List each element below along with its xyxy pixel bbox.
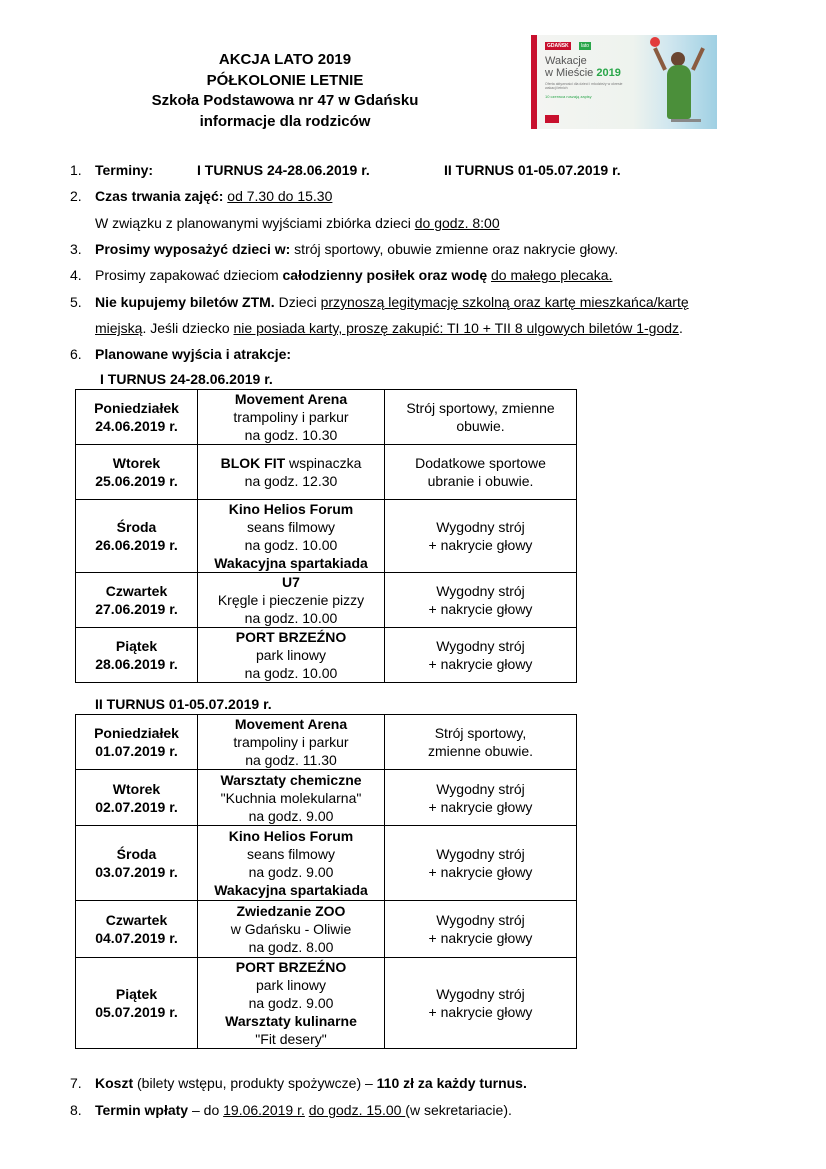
day-date: 02.07.2019 r.: [95, 798, 178, 815]
activity-desc: trampoliny i parkur: [233, 734, 349, 750]
gathering-note: W związku z planowanymi wyjściami zbiórka dzieci: [95, 215, 415, 231]
table-row: [76, 573, 577, 628]
note-line-1: Wygodny strój: [436, 846, 525, 862]
cost-text: (bilety wstępu, produkty spożywcze) –: [133, 1075, 377, 1091]
title-line-1: AKCJA LATO 2019: [218, 51, 352, 68]
activity-time: na godz. 10.30: [244, 427, 338, 443]
item-number: 4.: [70, 267, 82, 283]
activity-name: PORT BRZEŹNO: [235, 629, 347, 645]
activity-time: na godz. 11.30: [245, 752, 337, 768]
item-number: 5.: [70, 294, 82, 310]
table-row: [76, 445, 577, 500]
activity-time: na godz. 9.00: [248, 995, 334, 1011]
activity-name: PORT BRZEŹNO: [235, 959, 347, 975]
table-row: [76, 901, 577, 958]
note-line-2: + nakrycie głowy: [428, 601, 533, 617]
activity-cell: [198, 958, 385, 1049]
note-line-1: Wygodny strój: [436, 519, 525, 535]
note-line-1: Strój sportowy, zmienne: [406, 400, 555, 416]
activity-name: BLOK FIT: [220, 455, 286, 471]
table-row: [76, 958, 577, 1049]
day-name: Wtorek: [112, 455, 161, 471]
activity-cell: [198, 826, 385, 901]
activity-desc: park linowy: [255, 977, 327, 993]
activity-time: na godz. 9.00: [248, 807, 334, 824]
activity-name: Kino Helios Forum: [228, 501, 354, 517]
activity-desc: park linowy: [255, 647, 327, 663]
day-cell: [76, 958, 198, 1049]
terms-turn-1: I TURNUS 24-28.06.2019 r.: [197, 162, 370, 178]
day-date: 27.06.2019 r.: [95, 601, 178, 617]
poster-child-arm: [653, 47, 667, 70]
day-name: Czwartek: [105, 912, 168, 928]
day-cell: [76, 573, 198, 628]
meal-backpack: do małego plecaka.: [491, 267, 613, 283]
activity-name: Movement Arena: [234, 391, 348, 407]
day-name: Poniedziałek: [94, 400, 179, 416]
activity-desc: wspinaczka: [285, 455, 362, 471]
activity-cell: [198, 715, 385, 770]
note-line-2: + nakrycie głowy: [428, 656, 533, 672]
poster-highlight: 10 czerwca ruszają zapisy: [545, 94, 592, 99]
poster-child-figure: [667, 65, 691, 119]
note-cell: [385, 573, 577, 628]
day-date: 26.06.2019 r.: [95, 537, 178, 553]
item-number: 7.: [70, 1075, 82, 1091]
note-line-2: + nakrycie głowy: [428, 537, 533, 553]
activity-time: na godz. 10.00: [244, 665, 338, 681]
payment-label: Termin wpłaty: [95, 1102, 189, 1118]
note-line-1: Dodatkowe sportowe: [415, 455, 546, 471]
note-cell: [385, 901, 577, 958]
duration-value: od 7.30 do 15.30: [227, 188, 333, 204]
activity-extra: Wakacyjna spartakiada: [214, 882, 368, 898]
activity-desc: seans filmowy: [247, 519, 335, 535]
meal-text: Prosimy zapakować dzieciom: [95, 267, 283, 283]
day-date: 05.07.2019 r.: [95, 1004, 178, 1020]
note-line-2: + nakrycie głowy: [428, 798, 533, 815]
day-cell: [76, 445, 198, 500]
day-date: 24.06.2019 r.: [95, 418, 178, 434]
day-cell: [76, 901, 198, 958]
day-cell: [76, 628, 198, 683]
title-line-4: informacje dla rodziców: [199, 112, 371, 130]
cost-label: Koszt: [95, 1075, 134, 1091]
item-number: 1.: [70, 162, 82, 178]
table-row: [76, 715, 577, 770]
table-row: [76, 500, 577, 573]
poster-title-year: 2019: [596, 67, 621, 79]
activity-name: Warsztaty chemiczne: [220, 771, 362, 788]
poster-footer-text: [671, 119, 701, 122]
day-name: Środa: [116, 519, 157, 535]
activity-extra: Warsztaty kulinarne: [225, 1013, 357, 1029]
activity-cell: [198, 573, 385, 628]
note-cell: [385, 826, 577, 901]
ztm-city-card: miejską: [95, 320, 143, 336]
payment-time: do godz. 15.00: [308, 1102, 406, 1118]
ztm-text-2: . Jeśli dziecko: [142, 320, 234, 336]
ztm-period: .: [679, 320, 683, 336]
ztm-label: Nie kupujemy biletów ZTM.: [95, 294, 275, 310]
activity-desc: seans filmowy: [247, 846, 335, 862]
wakacje-poster-image: [531, 35, 717, 129]
item-number: 2.: [70, 188, 82, 204]
activity-desc: "Kuchnia molekularna": [220, 789, 362, 806]
table-row: [76, 390, 577, 445]
turn-2-heading: II TURNUS 01-05.07.2019 r.: [95, 696, 272, 712]
turn-2-schedule-table: [75, 714, 577, 1049]
day-date: 28.06.2019 r.: [95, 656, 178, 672]
note-line-1: Wygodny strój: [436, 780, 525, 797]
note-line-2: obuwie.: [456, 418, 505, 434]
activity-name: Kino Helios Forum: [228, 828, 354, 844]
poster-title-b: w Mieście: [545, 67, 594, 79]
day-name: Piątek: [115, 986, 158, 1002]
activity-cell: [198, 628, 385, 683]
note-cell: [385, 628, 577, 683]
title-line-2: PÓŁKOLONIE LETNIE: [206, 71, 364, 89]
activity-name: Movement Arena: [234, 716, 348, 732]
ztm-tickets: nie posiada karty, proszę zakupić: TI 10 + TII 8 ulgowych biletów 1-godz: [233, 320, 680, 336]
meal-bold: całodzienny posiłek oraz wodę: [282, 267, 488, 283]
poster-footer-logo: [545, 115, 559, 123]
note-line-2: + nakrycie głowy: [428, 930, 533, 946]
equipment-label: Prosimy wyposażyć dzieci w:: [95, 241, 291, 257]
activity-extra-desc: "Fit desery": [255, 1031, 327, 1047]
activity-cell: [198, 500, 385, 573]
poster-logo-secondary: lato: [581, 43, 590, 49]
activity-time: na godz. 10.00: [244, 537, 338, 553]
activity-desc: Kręgle i pieczenie pizzy: [217, 592, 365, 608]
note-cell: [385, 445, 577, 500]
terms-turn-2: II TURNUS 01-05.07.2019 r.: [444, 162, 621, 178]
activity-desc: trampoliny i parkur: [233, 409, 349, 425]
note-cell: [385, 390, 577, 445]
note-line-2: zmienne obuwie.: [427, 743, 534, 759]
table-row: [76, 770, 577, 826]
item-number: 3.: [70, 241, 82, 257]
note-line-1: Wygodny strój: [436, 912, 525, 928]
day-date: 04.07.2019 r.: [95, 930, 178, 946]
activity-time: na godz. 10.00: [244, 610, 338, 626]
note-line-2: + nakrycie głowy: [428, 1004, 533, 1020]
payment-place: (w sekretariacie).: [405, 1102, 512, 1118]
ztm-text: Dzieci: [274, 294, 321, 310]
activity-cell: [198, 901, 385, 958]
day-name: Poniedziałek: [94, 725, 179, 741]
gathering-time: do godz. 8:00: [414, 215, 500, 231]
turn-1-schedule-table: [75, 389, 577, 683]
activity-time: na godz. 8.00: [248, 939, 334, 955]
item-number: 8.: [70, 1102, 82, 1118]
day-cell: [76, 770, 198, 826]
note-line-2: ubranie i obuwie.: [427, 473, 534, 489]
payment-date: 19.06.2019 r.: [223, 1102, 305, 1118]
activity-time: na godz. 12.30: [244, 473, 338, 489]
poster-logo: GDAŃSK: [547, 43, 569, 49]
table-row: [76, 826, 577, 901]
note-cell: [385, 958, 577, 1049]
cost-value: 110 zł za każdy turnus.: [376, 1075, 527, 1091]
day-date: 03.07.2019 r.: [95, 864, 178, 880]
note-line-1: Wygodny strój: [436, 638, 525, 654]
equipment-value: strój sportowy, obuwie zmienne oraz nakrycie głowy.: [290, 241, 619, 257]
payment-text: – do: [188, 1102, 224, 1118]
table-row: [76, 628, 577, 683]
poster-title: [545, 55, 621, 79]
activity-desc: w Gdańsku - Oliwie: [230, 921, 352, 937]
activity-cell: [198, 390, 385, 445]
terms-label: Terminy:: [95, 162, 154, 178]
day-name: Wtorek: [112, 780, 161, 797]
day-name: Piątek: [115, 638, 158, 654]
day-name: Środa: [116, 846, 157, 862]
day-cell: [76, 500, 198, 573]
item-number: 6.: [70, 346, 82, 362]
note-line-1: Wygodny strój: [436, 583, 525, 599]
poster-subtitle: Oferta aktywności dla dzieci i młodzieży w okresie wakacji letnich: [545, 82, 623, 90]
activity-extra: Wakacyjna spartakiada: [214, 555, 368, 571]
activity-name: U7: [282, 574, 300, 590]
day-name: Czwartek: [105, 583, 168, 599]
note-cell: [385, 770, 577, 826]
title-line-3: Szkoła Podstawowa nr 47 w Gdańsku: [151, 92, 419, 109]
day-cell: [76, 390, 198, 445]
note-cell: [385, 715, 577, 770]
poster-red-bar: [531, 35, 537, 129]
note-cell: [385, 500, 577, 573]
outings-label: Planowane wyjścia i atrakcje:: [95, 346, 292, 362]
ztm-documents: przynoszą legitymację szkolną oraz kartę mieszkańca/kartę: [320, 294, 689, 310]
duration-label: Czas trwania zajęć:: [95, 188, 224, 204]
turn-1-heading: I TURNUS 24-28.06.2019 r.: [100, 371, 273, 387]
day-date: 25.06.2019 r.: [95, 473, 178, 489]
day-cell: [76, 715, 198, 770]
activity-cell: [198, 770, 385, 826]
poster-child-arm: [691, 47, 705, 70]
note-line-2: + nakrycie głowy: [428, 864, 533, 880]
balloon-icon: [650, 37, 660, 47]
activity-cell: [198, 445, 385, 500]
activity-time: na godz. 9.00: [248, 864, 334, 880]
poster-title-a: Wakacje: [545, 55, 587, 67]
note-line-1: Strój sportowy,: [434, 725, 527, 741]
document-title: [110, 50, 460, 132]
day-date: 01.07.2019 r.: [95, 743, 178, 759]
poster-child-head: [671, 52, 685, 66]
activity-name: Zwiedzanie ZOO: [236, 903, 346, 919]
day-cell: [76, 826, 198, 901]
note-line-1: Wygodny strój: [436, 986, 525, 1002]
